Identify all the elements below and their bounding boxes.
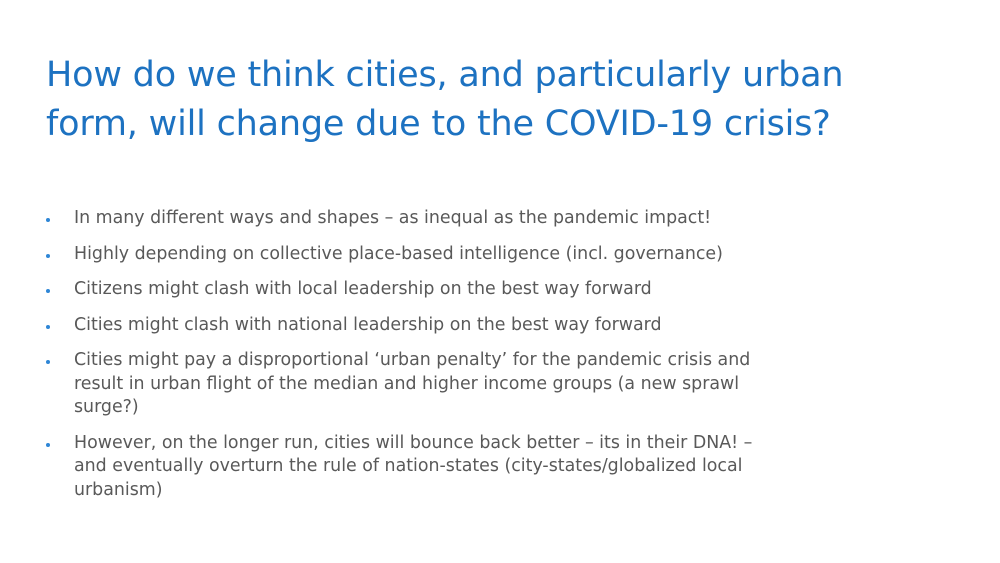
bullet-item <box>44 432 844 503</box>
bullet-dot-icon <box>46 443 50 447</box>
bullet-item <box>44 349 844 420</box>
bullet-text-line: Cities might clash with national leadership on the best way forward <box>74 314 662 335</box>
bullet-text-line: result in urban flight of the median and higher income groups (a new sprawl <box>74 373 740 394</box>
bullet-dot-icon <box>46 360 50 364</box>
bullet-dot-icon <box>46 325 50 329</box>
bullet-item <box>44 243 844 267</box>
bullet-text-line: Cities might pay a disproportional ‘urban penalty’ for the pandemic crisis and <box>74 350 751 370</box>
slide-title-line: How do we think cities, and particularly urban <box>46 55 844 95</box>
bullet-text-line: and eventually overturn the rule of nation-states (city-states/globalized local <box>74 456 743 476</box>
bullet-dot-icon <box>46 254 50 258</box>
bullet-item <box>44 314 844 338</box>
bullet-text-line: However, on the longer run, cities will bounce back better – its in their DNA! – <box>74 432 753 453</box>
bullet-text-line: Highly depending on collective place-based intelligence (incl. governance) <box>74 243 723 264</box>
slide-title-line: form, will change due to the COVID-19 crisis? <box>46 104 831 144</box>
bullet-text-line: urbanism) <box>74 479 163 500</box>
bullet-text-line: Citizens might clash with local leadership on the best way forward <box>74 279 652 299</box>
bullet-list <box>44 207 844 514</box>
bullet-text-line: surge?) <box>74 397 139 417</box>
bullet-dot-icon <box>46 289 50 293</box>
slide-title <box>46 51 906 149</box>
bullet-item <box>44 207 844 231</box>
bullet-item <box>44 278 844 302</box>
bullet-dot-icon <box>46 218 50 222</box>
bullet-text-line: In many different ways and shapes – as inequal as the pandemic impact! <box>74 208 712 228</box>
